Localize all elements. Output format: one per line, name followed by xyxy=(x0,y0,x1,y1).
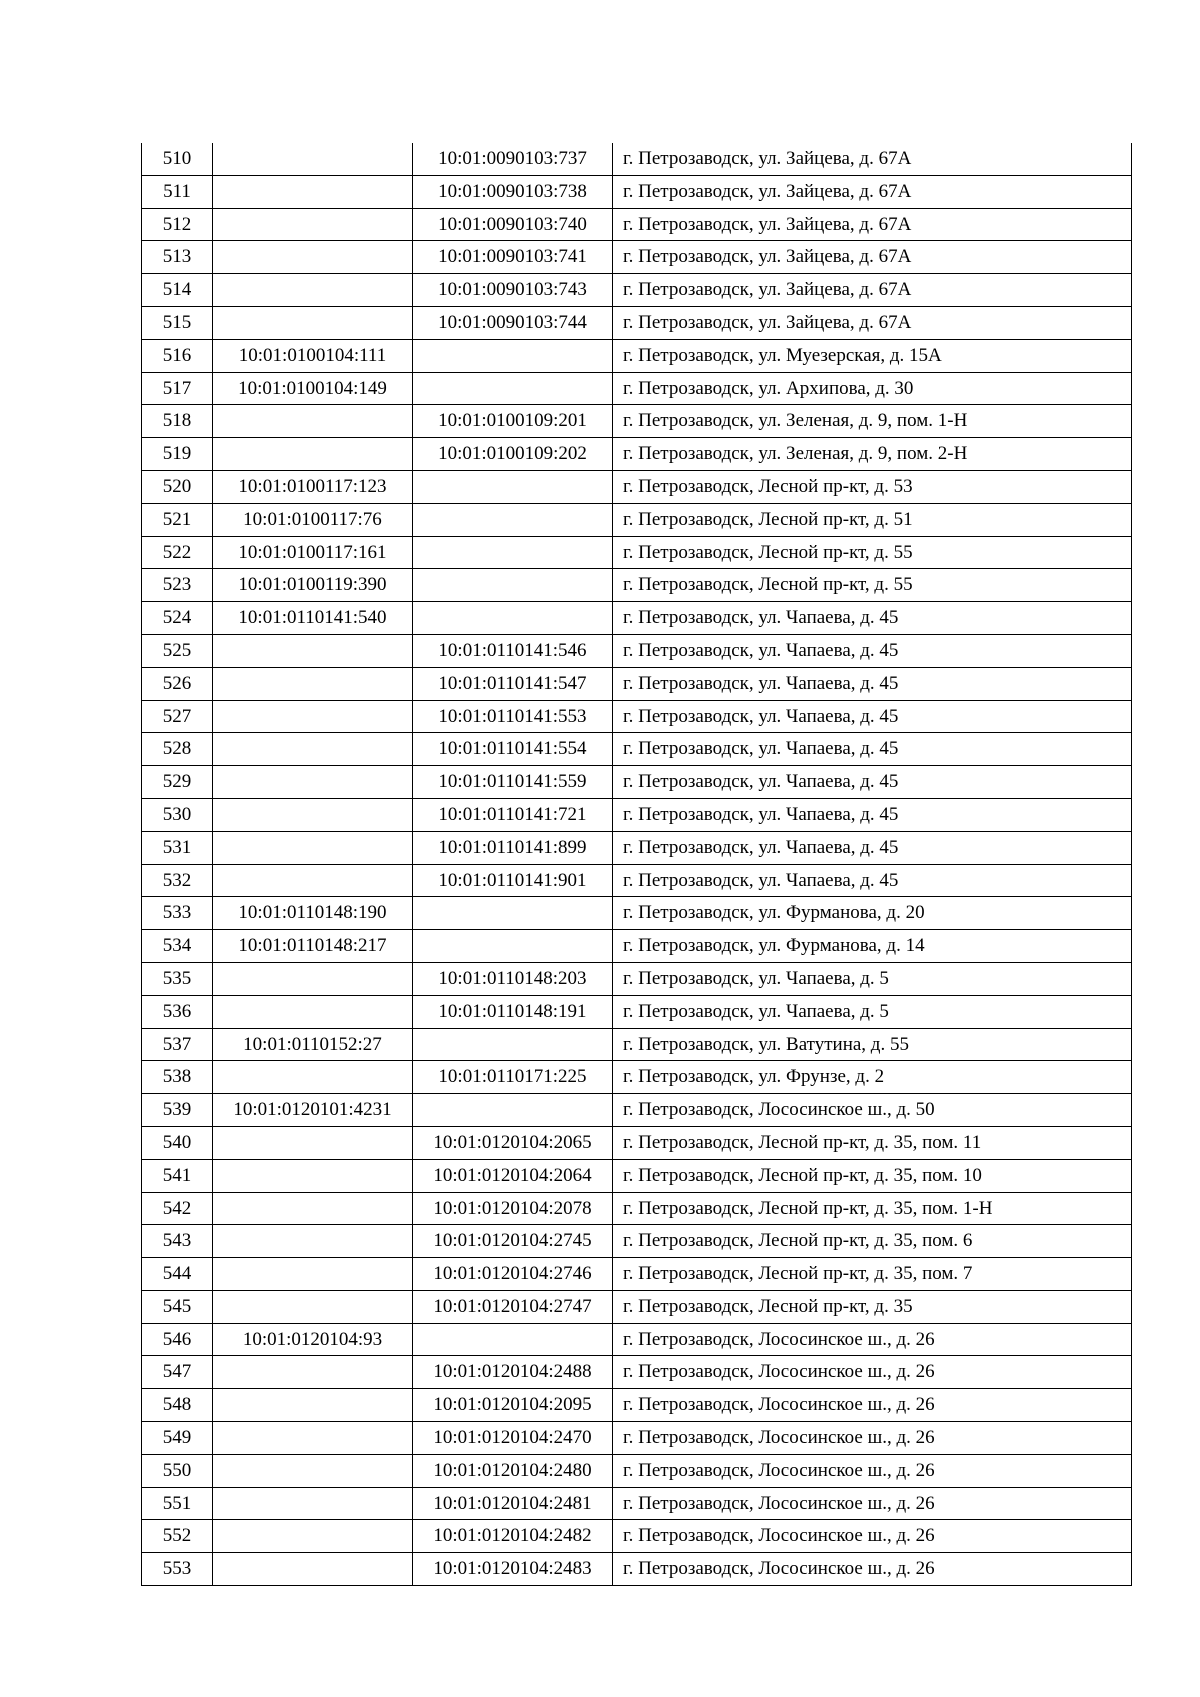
row-number-cell: 539 xyxy=(142,1094,213,1127)
table-row xyxy=(142,864,1132,897)
table-row xyxy=(142,602,1132,635)
address-cell: г. Петрозаводск, ул. Чапаева, д. 45 xyxy=(613,766,1132,799)
address-cell: г. Петрозаводск, ул. Зайцева, д. 67А xyxy=(613,143,1132,175)
row-number-cell: 518 xyxy=(142,405,213,438)
address-cell: г. Петрозаводск, ул. Чапаева, д. 45 xyxy=(613,602,1132,635)
address-cell: г. Петрозаводск, ул. Чапаева, д. 45 xyxy=(613,864,1132,897)
table-row xyxy=(142,1454,1132,1487)
premises-cadastral-number-cell: 10:01:0120104:2747 xyxy=(413,1290,613,1323)
premises-cadastral-number-cell: 10:01:0110141:546 xyxy=(413,634,613,667)
premises-cadastral-number-cell xyxy=(413,1323,613,1356)
address-cell: г. Петрозаводск, Лесной пр-кт, д. 35, пом. 7 xyxy=(613,1258,1132,1291)
premises-cadastral-number-cell xyxy=(413,470,613,503)
land-cadastral-number-cell: 10:01:0100104:149 xyxy=(213,372,413,405)
land-cadastral-number-cell xyxy=(213,1061,413,1094)
land-cadastral-number-cell: 10:01:0100117:123 xyxy=(213,470,413,503)
table-row xyxy=(142,143,1132,175)
land-cadastral-number-cell xyxy=(213,733,413,766)
address-cell: г. Петрозаводск, Лососинское ш., д. 26 xyxy=(613,1520,1132,1553)
land-cadastral-number-cell: 10:01:0100117:76 xyxy=(213,503,413,536)
premises-cadastral-number-cell xyxy=(413,1094,613,1127)
table-row xyxy=(142,536,1132,569)
row-number-cell: 553 xyxy=(142,1553,213,1586)
table-row xyxy=(142,1094,1132,1127)
row-number-cell: 511 xyxy=(142,175,213,208)
premises-cadastral-number-cell: 10:01:0110171:225 xyxy=(413,1061,613,1094)
table-row xyxy=(142,1389,1132,1422)
address-cell: г. Петрозаводск, ул. Архипова, д. 30 xyxy=(613,372,1132,405)
table-row xyxy=(142,1258,1132,1291)
table-row xyxy=(142,1323,1132,1356)
address-cell: г. Петрозаводск, Лососинское ш., д. 26 xyxy=(613,1389,1132,1422)
land-cadastral-number-cell xyxy=(213,1126,413,1159)
row-number-cell: 544 xyxy=(142,1258,213,1291)
land-cadastral-number-cell: 10:01:0110148:217 xyxy=(213,930,413,963)
table-row xyxy=(142,667,1132,700)
land-cadastral-number-cell xyxy=(213,1520,413,1553)
table-row xyxy=(142,1225,1132,1258)
premises-cadastral-number-cell: 10:01:0120104:2095 xyxy=(413,1389,613,1422)
row-number-cell: 530 xyxy=(142,798,213,831)
premises-cadastral-number-cell: 10:01:0090103:740 xyxy=(413,208,613,241)
table-row xyxy=(142,1290,1132,1323)
table-row xyxy=(142,962,1132,995)
land-cadastral-number-cell xyxy=(213,864,413,897)
row-number-cell: 532 xyxy=(142,864,213,897)
table-row xyxy=(142,1356,1132,1389)
address-cell: г. Петрозаводск, Лесной пр-кт, д. 35, пом. 10 xyxy=(613,1159,1132,1192)
premises-cadastral-number-cell: 10:01:0110141:901 xyxy=(413,864,613,897)
premises-cadastral-number-cell xyxy=(413,536,613,569)
address-cell: г. Петрозаводск, Лососинское ш., д. 26 xyxy=(613,1323,1132,1356)
premises-cadastral-number-cell: 10:01:0120104:2746 xyxy=(413,1258,613,1291)
row-number-cell: 528 xyxy=(142,733,213,766)
table-row xyxy=(142,306,1132,339)
land-cadastral-number-cell xyxy=(213,1258,413,1291)
land-cadastral-number-cell xyxy=(213,700,413,733)
table-row xyxy=(142,995,1132,1028)
premises-cadastral-number-cell: 10:01:0110141:554 xyxy=(413,733,613,766)
address-cell: г. Петрозаводск, Лесной пр-кт, д. 35, пом. 1-Н xyxy=(613,1192,1132,1225)
land-cadastral-number-cell xyxy=(213,766,413,799)
premises-cadastral-number-cell: 10:01:0120104:2481 xyxy=(413,1487,613,1520)
row-number-cell: 514 xyxy=(142,274,213,307)
premises-cadastral-number-cell xyxy=(413,897,613,930)
land-cadastral-number-cell xyxy=(213,175,413,208)
address-cell: г. Петрозаводск, Лесной пр-кт, д. 53 xyxy=(613,470,1132,503)
table-row xyxy=(142,569,1132,602)
land-cadastral-number-cell xyxy=(213,1454,413,1487)
row-number-cell: 524 xyxy=(142,602,213,635)
table-row xyxy=(142,372,1132,405)
address-cell: г. Петрозаводск, ул. Зайцева, д. 67А xyxy=(613,274,1132,307)
row-number-cell: 513 xyxy=(142,241,213,274)
address-cell: г. Петрозаводск, ул. Фурманова, д. 14 xyxy=(613,930,1132,963)
premises-cadastral-number-cell: 10:01:0120104:2488 xyxy=(413,1356,613,1389)
row-number-cell: 543 xyxy=(142,1225,213,1258)
land-cadastral-number-cell: 10:01:0100117:161 xyxy=(213,536,413,569)
row-number-cell: 546 xyxy=(142,1323,213,1356)
row-number-cell: 552 xyxy=(142,1520,213,1553)
land-cadastral-number-cell: 10:01:0100119:390 xyxy=(213,569,413,602)
address-cell: г. Петрозаводск, ул. Муезерская, д. 15А xyxy=(613,339,1132,372)
table-row xyxy=(142,438,1132,471)
land-cadastral-number-cell xyxy=(213,798,413,831)
row-number-cell: 533 xyxy=(142,897,213,930)
table-row xyxy=(142,700,1132,733)
premises-cadastral-number-cell: 10:01:0090103:743 xyxy=(413,274,613,307)
address-cell: г. Петрозаводск, ул. Чапаева, д. 45 xyxy=(613,634,1132,667)
table-row xyxy=(142,208,1132,241)
row-number-cell: 548 xyxy=(142,1389,213,1422)
premises-cadastral-number-cell: 10:01:0110148:203 xyxy=(413,962,613,995)
address-cell: г. Петрозаводск, Лососинское ш., д. 26 xyxy=(613,1454,1132,1487)
row-number-cell: 512 xyxy=(142,208,213,241)
table-row xyxy=(142,766,1132,799)
address-cell: г. Петрозаводск, ул. Чапаева, д. 45 xyxy=(613,831,1132,864)
premises-cadastral-number-cell: 10:01:0090103:741 xyxy=(413,241,613,274)
premises-cadastral-number-cell: 10:01:0090103:738 xyxy=(413,175,613,208)
land-cadastral-number-cell xyxy=(213,1553,413,1586)
address-cell: г. Петрозаводск, ул. Зайцева, д. 67А xyxy=(613,306,1132,339)
premises-cadastral-number-cell xyxy=(413,569,613,602)
row-number-cell: 531 xyxy=(142,831,213,864)
address-cell: г. Петрозаводск, ул. Чапаева, д. 45 xyxy=(613,733,1132,766)
row-number-cell: 525 xyxy=(142,634,213,667)
land-cadastral-number-cell xyxy=(213,1192,413,1225)
premises-cadastral-number-cell xyxy=(413,930,613,963)
row-number-cell: 517 xyxy=(142,372,213,405)
premises-cadastral-number-cell: 10:01:0110148:191 xyxy=(413,995,613,1028)
land-cadastral-number-cell xyxy=(213,831,413,864)
table-row xyxy=(142,1126,1132,1159)
address-cell: г. Петрозаводск, Лососинское ш., д. 26 xyxy=(613,1422,1132,1455)
row-number-cell: 537 xyxy=(142,1028,213,1061)
table-row xyxy=(142,831,1132,864)
row-number-cell: 538 xyxy=(142,1061,213,1094)
address-cell: г. Петрозаводск, Лесной пр-кт, д. 35, пом. 11 xyxy=(613,1126,1132,1159)
row-number-cell: 521 xyxy=(142,503,213,536)
row-number-cell: 529 xyxy=(142,766,213,799)
table-row xyxy=(142,1520,1132,1553)
address-cell: г. Петрозаводск, ул. Чапаева, д. 5 xyxy=(613,962,1132,995)
table-row xyxy=(142,1061,1132,1094)
address-cell: г. Петрозаводск, ул. Зайцева, д. 67А xyxy=(613,175,1132,208)
address-cell: г. Петрозаводск, ул. Зайцева, д. 67А xyxy=(613,241,1132,274)
row-number-cell: 535 xyxy=(142,962,213,995)
land-cadastral-number-cell: 10:01:0120101:4231 xyxy=(213,1094,413,1127)
land-cadastral-number-cell xyxy=(213,274,413,307)
land-cadastral-number-cell xyxy=(213,241,413,274)
premises-cadastral-number-cell: 10:01:0100109:202 xyxy=(413,438,613,471)
table-row xyxy=(142,175,1132,208)
land-cadastral-number-cell xyxy=(213,438,413,471)
land-cadastral-number-cell xyxy=(213,1159,413,1192)
premises-cadastral-number-cell: 10:01:0120104:2065 xyxy=(413,1126,613,1159)
land-cadastral-number-cell xyxy=(213,208,413,241)
row-number-cell: 545 xyxy=(142,1290,213,1323)
table-row xyxy=(142,897,1132,930)
table-row xyxy=(142,930,1132,963)
row-number-cell: 516 xyxy=(142,339,213,372)
premises-cadastral-number-cell: 10:01:0120104:2470 xyxy=(413,1422,613,1455)
land-cadastral-number-cell xyxy=(213,1225,413,1258)
address-cell: г. Петрозаводск, Лесной пр-кт, д. 35, пом. 6 xyxy=(613,1225,1132,1258)
premises-cadastral-number-cell: 10:01:0110141:547 xyxy=(413,667,613,700)
premises-cadastral-number-cell: 10:01:0100109:201 xyxy=(413,405,613,438)
land-cadastral-number-cell: 10:01:0110148:190 xyxy=(213,897,413,930)
address-cell: г. Петрозаводск, Лесной пр-кт, д. 55 xyxy=(613,536,1132,569)
land-cadastral-number-cell xyxy=(213,962,413,995)
table-row xyxy=(142,1487,1132,1520)
row-number-cell: 522 xyxy=(142,536,213,569)
land-cadastral-number-cell xyxy=(213,1389,413,1422)
table-row xyxy=(142,503,1132,536)
table-row xyxy=(142,1192,1132,1225)
row-number-cell: 520 xyxy=(142,470,213,503)
land-cadastral-number-cell xyxy=(213,405,413,438)
premises-cadastral-number-cell xyxy=(413,1028,613,1061)
property-register-table xyxy=(141,143,1132,1586)
premises-cadastral-number-cell: 10:01:0090103:737 xyxy=(413,143,613,175)
row-number-cell: 534 xyxy=(142,930,213,963)
land-cadastral-number-cell: 10:01:0100104:111 xyxy=(213,339,413,372)
land-cadastral-number-cell xyxy=(213,143,413,175)
table-row xyxy=(142,1159,1132,1192)
table-row xyxy=(142,470,1132,503)
table-body xyxy=(142,143,1132,1586)
address-cell: г. Петрозаводск, Лососинское ш., д. 26 xyxy=(613,1553,1132,1586)
table-row xyxy=(142,405,1132,438)
address-cell: г. Петрозаводск, ул. Чапаева, д. 45 xyxy=(613,798,1132,831)
premises-cadastral-number-cell: 10:01:0120104:2482 xyxy=(413,1520,613,1553)
premises-cadastral-number-cell: 10:01:0120104:2483 xyxy=(413,1553,613,1586)
table-row xyxy=(142,274,1132,307)
premises-cadastral-number-cell xyxy=(413,503,613,536)
premises-cadastral-number-cell: 10:01:0110141:559 xyxy=(413,766,613,799)
land-cadastral-number-cell: 10:01:0110141:540 xyxy=(213,602,413,635)
address-cell: г. Петрозаводск, ул. Чапаева, д. 5 xyxy=(613,995,1132,1028)
row-number-cell: 523 xyxy=(142,569,213,602)
address-cell: г. Петрозаводск, ул. Зайцева, д. 67А xyxy=(613,208,1132,241)
row-number-cell: 541 xyxy=(142,1159,213,1192)
premises-cadastral-number-cell: 10:01:0120104:2745 xyxy=(413,1225,613,1258)
land-cadastral-number-cell xyxy=(213,1422,413,1455)
row-number-cell: 536 xyxy=(142,995,213,1028)
premises-cadastral-number-cell: 10:01:0120104:2480 xyxy=(413,1454,613,1487)
address-cell: г. Петрозаводск, ул. Зеленая, д. 9, пом. 1-Н xyxy=(613,405,1132,438)
land-cadastral-number-cell xyxy=(213,1487,413,1520)
row-number-cell: 549 xyxy=(142,1422,213,1455)
land-cadastral-number-cell: 10:01:0110152:27 xyxy=(213,1028,413,1061)
row-number-cell: 542 xyxy=(142,1192,213,1225)
address-cell: г. Петрозаводск, ул. Ватутина, д. 55 xyxy=(613,1028,1132,1061)
land-cadastral-number-cell xyxy=(213,306,413,339)
premises-cadastral-number-cell: 10:01:0090103:744 xyxy=(413,306,613,339)
address-cell: г. Петрозаводск, ул. Фрунзе, д. 2 xyxy=(613,1061,1132,1094)
table-row xyxy=(142,634,1132,667)
row-number-cell: 540 xyxy=(142,1126,213,1159)
row-number-cell: 519 xyxy=(142,438,213,471)
row-number-cell: 550 xyxy=(142,1454,213,1487)
table-row xyxy=(142,1028,1132,1061)
table-row xyxy=(142,733,1132,766)
address-cell: г. Петрозаводск, Лесной пр-кт, д. 55 xyxy=(613,569,1132,602)
premises-cadastral-number-cell xyxy=(413,339,613,372)
address-cell: г. Петрозаводск, Лососинское ш., д. 26 xyxy=(613,1356,1132,1389)
land-cadastral-number-cell xyxy=(213,634,413,667)
address-cell: г. Петрозаводск, ул. Чапаева, д. 45 xyxy=(613,667,1132,700)
row-number-cell: 547 xyxy=(142,1356,213,1389)
row-number-cell: 551 xyxy=(142,1487,213,1520)
address-cell: г. Петрозаводск, Лососинское ш., д. 50 xyxy=(613,1094,1132,1127)
premises-cadastral-number-cell: 10:01:0120104:2078 xyxy=(413,1192,613,1225)
premises-cadastral-number-cell: 10:01:0110141:899 xyxy=(413,831,613,864)
premises-cadastral-number-cell: 10:01:0110141:721 xyxy=(413,798,613,831)
premises-cadastral-number-cell: 10:01:0110141:553 xyxy=(413,700,613,733)
premises-cadastral-number-cell xyxy=(413,372,613,405)
address-cell: г. Петрозаводск, ул. Чапаева, д. 45 xyxy=(613,700,1132,733)
row-number-cell: 526 xyxy=(142,667,213,700)
land-cadastral-number-cell xyxy=(213,1356,413,1389)
address-cell: г. Петрозаводск, ул. Зеленая, д. 9, пом. 2-Н xyxy=(613,438,1132,471)
premises-cadastral-number-cell: 10:01:0120104:2064 xyxy=(413,1159,613,1192)
premises-cadastral-number-cell xyxy=(413,602,613,635)
land-cadastral-number-cell xyxy=(213,667,413,700)
table-row xyxy=(142,1553,1132,1586)
land-cadastral-number-cell xyxy=(213,995,413,1028)
land-cadastral-number-cell xyxy=(213,1290,413,1323)
row-number-cell: 527 xyxy=(142,700,213,733)
address-cell: г. Петрозаводск, Лососинское ш., д. 26 xyxy=(613,1487,1132,1520)
row-number-cell: 515 xyxy=(142,306,213,339)
address-cell: г. Петрозаводск, Лесной пр-кт, д. 51 xyxy=(613,503,1132,536)
address-cell: г. Петрозаводск, ул. Фурманова, д. 20 xyxy=(613,897,1132,930)
table-row xyxy=(142,798,1132,831)
land-cadastral-number-cell: 10:01:0120104:93 xyxy=(213,1323,413,1356)
table-row xyxy=(142,1422,1132,1455)
table-row xyxy=(142,241,1132,274)
table-row xyxy=(142,339,1132,372)
address-cell: г. Петрозаводск, Лесной пр-кт, д. 35 xyxy=(613,1290,1132,1323)
row-number-cell: 510 xyxy=(142,143,213,175)
